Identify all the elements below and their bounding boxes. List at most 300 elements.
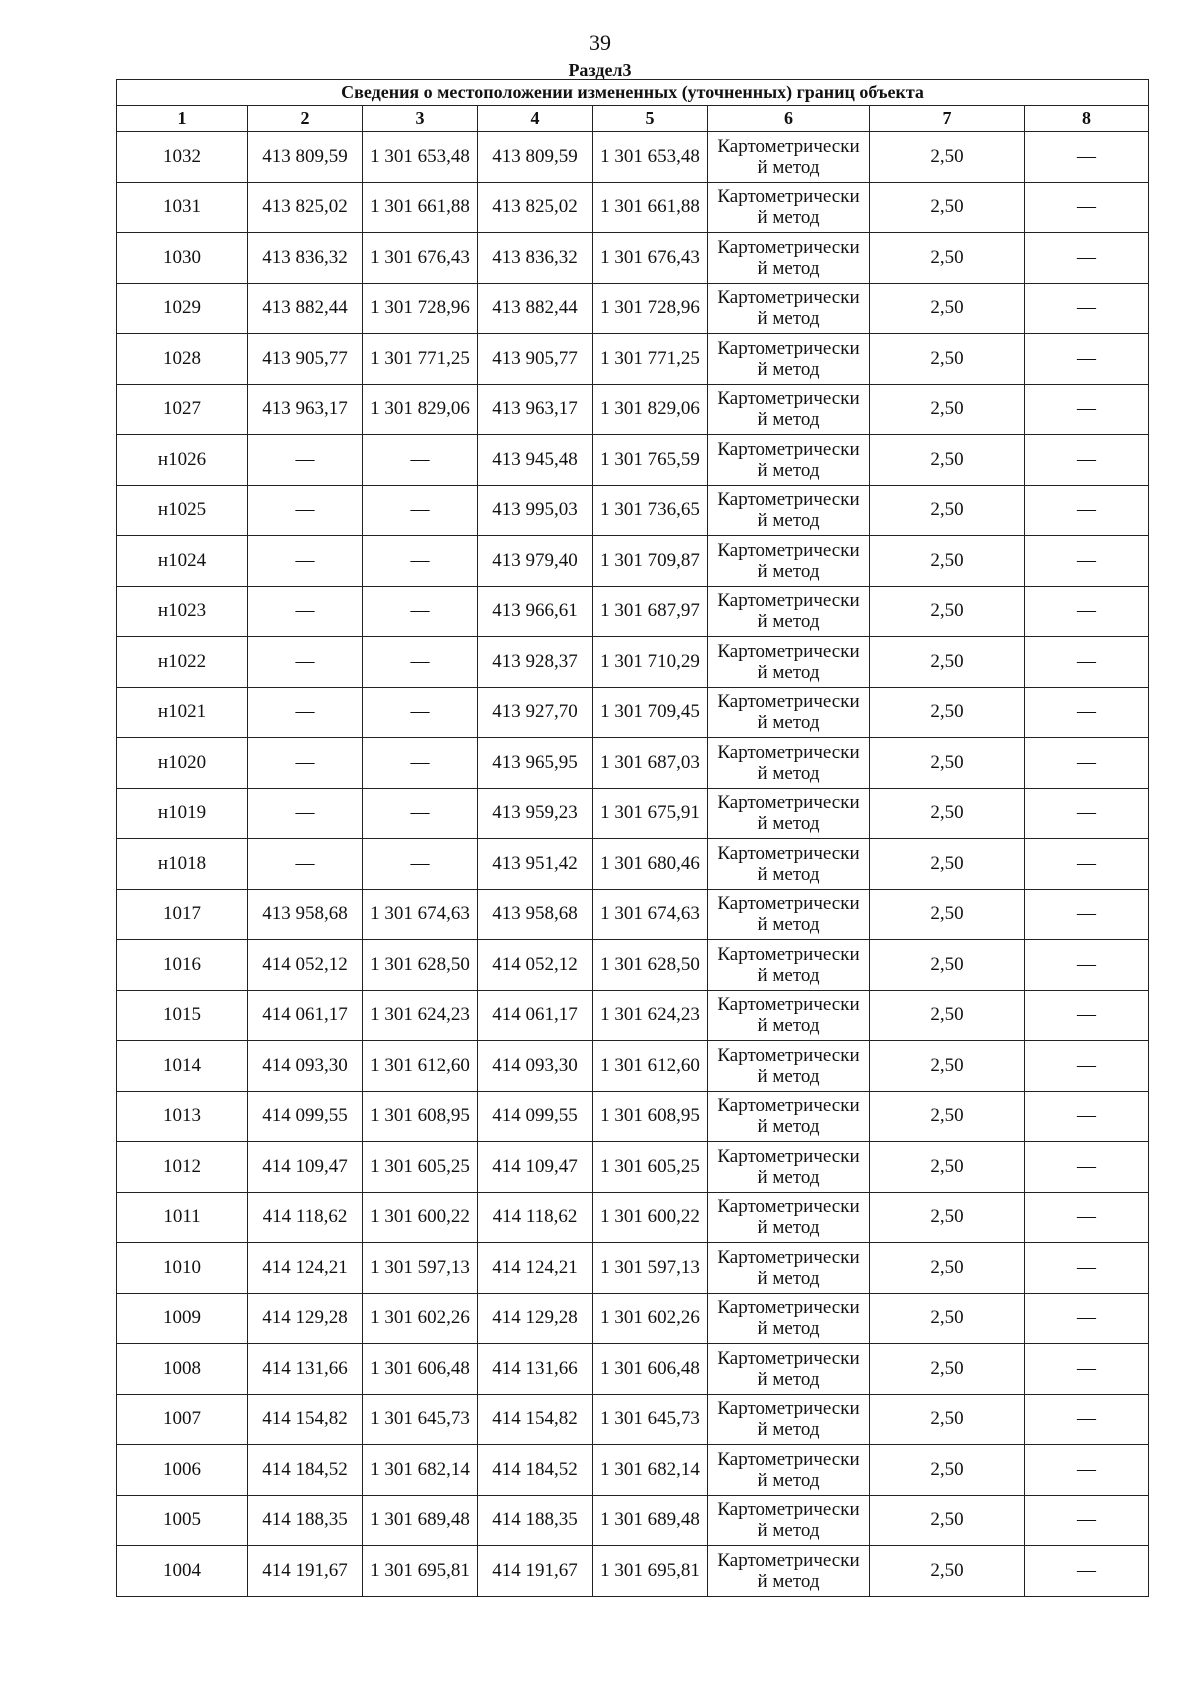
point-number-cell: н1021 <box>117 687 248 738</box>
method-cell <box>708 586 870 637</box>
table-row <box>117 233 1149 284</box>
old-x-cell: 413 958,68 <box>248 889 363 940</box>
table-row <box>117 839 1149 890</box>
new-y-cell: 1 301 597,13 <box>593 1243 708 1294</box>
new-y-cell: 1 301 682,14 <box>593 1445 708 1496</box>
old-y-cell: 1 301 689,48 <box>363 1495 478 1546</box>
description-cell: — <box>1025 889 1149 940</box>
old-x-cell: — <box>248 586 363 637</box>
method-cell <box>708 1394 870 1445</box>
method-line: Картометрически <box>717 1398 860 1420</box>
old-y-cell: — <box>363 485 478 536</box>
point-number-cell: 1017 <box>117 889 248 940</box>
method-line: й метод <box>757 207 820 229</box>
new-x-cell: 414 184,52 <box>478 1445 593 1496</box>
new-y-cell: 1 301 736,65 <box>593 485 708 536</box>
accuracy-cell: 2,50 <box>870 1091 1025 1142</box>
method-line: й метод <box>757 1267 820 1289</box>
description-cell: — <box>1025 1344 1149 1395</box>
column-number: 7 <box>870 106 1025 132</box>
method-cell <box>708 839 870 890</box>
new-x-cell: 414 188,35 <box>478 1495 593 1546</box>
method-cell <box>708 687 870 738</box>
method-line: Картометрически <box>717 1448 860 1470</box>
accuracy-cell: 2,50 <box>870 1293 1025 1344</box>
old-y-cell: — <box>363 586 478 637</box>
old-y-cell: — <box>363 536 478 587</box>
description-cell: — <box>1025 1192 1149 1243</box>
new-y-cell: 1 301 771,25 <box>593 334 708 385</box>
method-cell <box>708 1142 870 1193</box>
method-cell <box>708 1546 870 1597</box>
method-line: Картометрически <box>717 1297 860 1319</box>
old-x-cell: 414 129,28 <box>248 1293 363 1344</box>
old-x-cell: — <box>248 788 363 839</box>
method-cell <box>708 1293 870 1344</box>
new-x-cell: 413 951,42 <box>478 839 593 890</box>
method-line: й метод <box>757 611 820 633</box>
new-x-cell: 414 099,55 <box>478 1091 593 1142</box>
old-y-cell: 1 301 829,06 <box>363 384 478 435</box>
method-line: Картометрически <box>717 539 860 561</box>
accuracy-cell: 2,50 <box>870 940 1025 991</box>
method-cell <box>708 940 870 991</box>
method-cell <box>708 233 870 284</box>
point-number-cell: 1029 <box>117 283 248 334</box>
column-number: 6 <box>708 106 870 132</box>
old-y-cell: 1 301 624,23 <box>363 990 478 1041</box>
new-y-cell: 1 301 676,43 <box>593 233 708 284</box>
method-line: й метод <box>757 712 820 734</box>
accuracy-cell: 2,50 <box>870 1041 1025 1092</box>
old-x-cell: 413 963,17 <box>248 384 363 435</box>
accuracy-cell: 2,50 <box>870 1243 1025 1294</box>
description-cell: — <box>1025 687 1149 738</box>
method-line: Картометрически <box>717 943 860 965</box>
method-line: й метод <box>757 1469 820 1491</box>
old-x-cell: 413 825,02 <box>248 182 363 233</box>
new-x-cell: 414 052,12 <box>478 940 593 991</box>
point-number-cell: 1016 <box>117 940 248 991</box>
new-x-cell: 413 979,40 <box>478 536 593 587</box>
table-row <box>117 990 1149 1041</box>
point-number-cell: 1031 <box>117 182 248 233</box>
old-x-cell: 414 124,21 <box>248 1243 363 1294</box>
method-line: й метод <box>757 409 820 431</box>
section-title: Раздел3 <box>568 60 632 80</box>
method-line: Картометрически <box>717 337 860 359</box>
new-x-cell: 414 093,30 <box>478 1041 593 1092</box>
description-cell: — <box>1025 233 1149 284</box>
method-line: й метод <box>757 1570 820 1592</box>
method-line: й метод <box>757 156 820 178</box>
table-row <box>117 738 1149 789</box>
new-x-cell: 414 129,28 <box>478 1293 593 1344</box>
accuracy-cell: 2,50 <box>870 132 1025 183</box>
method-line: Картометрически <box>717 741 860 763</box>
old-y-cell: — <box>363 637 478 688</box>
new-x-cell: 413 959,23 <box>478 788 593 839</box>
table-row <box>117 637 1149 688</box>
method-line: й метод <box>757 358 820 380</box>
method-line: й метод <box>757 1015 820 1037</box>
point-number-cell: н1022 <box>117 637 248 688</box>
method-line: й метод <box>757 1419 820 1441</box>
method-cell <box>708 738 870 789</box>
point-number-cell: 1007 <box>117 1394 248 1445</box>
new-y-cell: 1 301 628,50 <box>593 940 708 991</box>
method-line: Картометрически <box>717 1095 860 1117</box>
column-number: 5 <box>593 106 708 132</box>
old-x-cell: 414 131,66 <box>248 1344 363 1395</box>
old-y-cell: 1 301 645,73 <box>363 1394 478 1445</box>
description-cell: — <box>1025 334 1149 385</box>
old-x-cell: 414 191,67 <box>248 1546 363 1597</box>
method-line: й метод <box>757 1065 820 1087</box>
table-row <box>117 1192 1149 1243</box>
method-line: й метод <box>757 308 820 330</box>
description-cell: — <box>1025 1394 1149 1445</box>
method-line: й метод <box>757 510 820 532</box>
method-line: й метод <box>757 560 820 582</box>
table-row <box>117 334 1149 385</box>
table-row <box>117 485 1149 536</box>
method-line: й метод <box>757 1217 820 1239</box>
method-line: Картометрически <box>717 489 860 511</box>
point-number-cell: 1008 <box>117 1344 248 1395</box>
column-number-row <box>117 106 1149 132</box>
description-cell: — <box>1025 384 1149 435</box>
table-row <box>117 1091 1149 1142</box>
new-y-cell: 1 301 680,46 <box>593 839 708 890</box>
new-y-cell: 1 301 765,59 <box>593 435 708 486</box>
description-cell: — <box>1025 1546 1149 1597</box>
table-caption: Сведения о местоположении измененных (уточненных) границ объекта <box>117 80 1149 106</box>
column-number: 2 <box>248 106 363 132</box>
method-line: Картометрически <box>717 1145 860 1167</box>
old-x-cell: 414 093,30 <box>248 1041 363 1092</box>
accuracy-cell: 2,50 <box>870 889 1025 940</box>
table-row <box>117 1293 1149 1344</box>
method-line: Картометрически <box>717 590 860 612</box>
coordinates-table <box>116 79 1149 1597</box>
new-x-cell: 413 945,48 <box>478 435 593 486</box>
old-x-cell: 414 099,55 <box>248 1091 363 1142</box>
method-line: Картометрически <box>717 893 860 915</box>
accuracy-cell: 2,50 <box>870 1142 1025 1193</box>
new-y-cell: 1 301 674,63 <box>593 889 708 940</box>
method-line: й метод <box>757 863 820 885</box>
method-cell <box>708 182 870 233</box>
new-x-cell: 414 118,62 <box>478 1192 593 1243</box>
column-number: 4 <box>478 106 593 132</box>
description-cell: — <box>1025 788 1149 839</box>
old-y-cell: 1 301 653,48 <box>363 132 478 183</box>
method-cell <box>708 637 870 688</box>
old-x-cell: 414 061,17 <box>248 990 363 1041</box>
point-number-cell: 1010 <box>117 1243 248 1294</box>
method-cell <box>708 1344 870 1395</box>
new-x-cell: 413 928,37 <box>478 637 593 688</box>
point-number-cell: 1009 <box>117 1293 248 1344</box>
new-y-cell: 1 301 645,73 <box>593 1394 708 1445</box>
new-x-cell: 413 809,59 <box>478 132 593 183</box>
point-number-cell: 1030 <box>117 233 248 284</box>
old-y-cell: 1 301 600,22 <box>363 1192 478 1243</box>
accuracy-cell: 2,50 <box>870 233 1025 284</box>
method-line: Картометрически <box>717 792 860 814</box>
description-cell: — <box>1025 132 1149 183</box>
old-y-cell: 1 301 597,13 <box>363 1243 478 1294</box>
table-row <box>117 435 1149 486</box>
description-cell: — <box>1025 182 1149 233</box>
method-cell <box>708 788 870 839</box>
method-cell <box>708 1192 870 1243</box>
old-y-cell: 1 301 628,50 <box>363 940 478 991</box>
description-cell: — <box>1025 637 1149 688</box>
table-row <box>117 132 1149 183</box>
new-y-cell: 1 301 612,60 <box>593 1041 708 1092</box>
new-y-cell: 1 301 689,48 <box>593 1495 708 1546</box>
method-cell <box>708 1091 870 1142</box>
new-y-cell: 1 301 687,97 <box>593 586 708 637</box>
old-x-cell: 414 052,12 <box>248 940 363 991</box>
column-number: 3 <box>363 106 478 132</box>
method-cell <box>708 1445 870 1496</box>
point-number-cell: 1004 <box>117 1546 248 1597</box>
old-y-cell: 1 301 682,14 <box>363 1445 478 1496</box>
method-cell <box>708 536 870 587</box>
old-x-cell: 414 154,82 <box>248 1394 363 1445</box>
method-line: й метод <box>757 1166 820 1188</box>
point-number-cell: 1012 <box>117 1142 248 1193</box>
method-line: Картометрически <box>717 994 860 1016</box>
point-number-cell: 1006 <box>117 1445 248 1496</box>
old-y-cell: 1 301 661,88 <box>363 182 478 233</box>
accuracy-cell: 2,50 <box>870 788 1025 839</box>
table-row <box>117 940 1149 991</box>
new-x-cell: 413 963,17 <box>478 384 593 435</box>
old-y-cell: 1 301 728,96 <box>363 283 478 334</box>
method-line: Картометрически <box>717 1499 860 1521</box>
point-number-cell: н1019 <box>117 788 248 839</box>
old-x-cell: 413 809,59 <box>248 132 363 183</box>
method-line: й метод <box>757 914 820 936</box>
method-cell <box>708 435 870 486</box>
old-x-cell: — <box>248 485 363 536</box>
accuracy-cell: 2,50 <box>870 536 1025 587</box>
table-body <box>117 132 1149 1597</box>
point-number-cell: 1011 <box>117 1192 248 1243</box>
accuracy-cell: 2,50 <box>870 1394 1025 1445</box>
method-line: Картометрически <box>717 438 860 460</box>
point-number-cell: 1032 <box>117 132 248 183</box>
new-y-cell: 1 301 606,48 <box>593 1344 708 1395</box>
new-x-cell: 413 927,70 <box>478 687 593 738</box>
accuracy-cell: 2,50 <box>870 334 1025 385</box>
old-x-cell: — <box>248 536 363 587</box>
new-x-cell: 413 966,61 <box>478 586 593 637</box>
method-line: Картометрически <box>717 135 860 157</box>
new-y-cell: 1 301 608,95 <box>593 1091 708 1142</box>
new-x-cell: 414 109,47 <box>478 1142 593 1193</box>
table-row <box>117 586 1149 637</box>
old-x-cell: 413 882,44 <box>248 283 363 334</box>
method-cell <box>708 132 870 183</box>
method-cell <box>708 889 870 940</box>
description-cell: — <box>1025 1243 1149 1294</box>
new-y-cell: 1 301 709,45 <box>593 687 708 738</box>
table-row <box>117 1546 1149 1597</box>
description-cell: — <box>1025 283 1149 334</box>
method-line: й метод <box>757 1520 820 1542</box>
new-y-cell: 1 301 624,23 <box>593 990 708 1041</box>
method-line: Картометрически <box>717 1196 860 1218</box>
method-line: й метод <box>757 661 820 683</box>
old-x-cell: 413 905,77 <box>248 334 363 385</box>
table-row <box>117 1394 1149 1445</box>
accuracy-cell: 2,50 <box>870 839 1025 890</box>
method-cell <box>708 1041 870 1092</box>
page-number: 39 <box>589 30 611 55</box>
old-x-cell: 414 188,35 <box>248 1495 363 1546</box>
old-y-cell: 1 301 605,25 <box>363 1142 478 1193</box>
new-x-cell: 414 061,17 <box>478 990 593 1041</box>
point-number-cell: н1025 <box>117 485 248 536</box>
method-line: Картометрически <box>717 1347 860 1369</box>
description-cell: — <box>1025 940 1149 991</box>
table-row <box>117 889 1149 940</box>
accuracy-cell: 2,50 <box>870 1344 1025 1395</box>
description-cell: — <box>1025 485 1149 536</box>
old-y-cell: — <box>363 738 478 789</box>
point-number-cell: 1015 <box>117 990 248 1041</box>
method-line: й метод <box>757 459 820 481</box>
table-caption-row <box>117 80 1149 106</box>
table-row <box>117 788 1149 839</box>
method-line: й метод <box>757 762 820 784</box>
point-number-cell: 1027 <box>117 384 248 435</box>
new-x-cell: 413 905,77 <box>478 334 593 385</box>
table-row <box>117 1243 1149 1294</box>
accuracy-cell: 2,50 <box>870 1546 1025 1597</box>
accuracy-cell: 2,50 <box>870 637 1025 688</box>
old-y-cell: — <box>363 788 478 839</box>
table-row <box>117 283 1149 334</box>
new-x-cell: 414 154,82 <box>478 1394 593 1445</box>
accuracy-cell: 2,50 <box>870 435 1025 486</box>
method-line: Картометрически <box>717 691 860 713</box>
point-number-cell: 1028 <box>117 334 248 385</box>
method-cell <box>708 283 870 334</box>
old-x-cell: — <box>248 435 363 486</box>
new-y-cell: 1 301 695,81 <box>593 1546 708 1597</box>
new-x-cell: 414 124,21 <box>478 1243 593 1294</box>
accuracy-cell: 2,50 <box>870 738 1025 789</box>
new-x-cell: 414 191,67 <box>478 1546 593 1597</box>
new-x-cell: 413 882,44 <box>478 283 593 334</box>
old-x-cell: — <box>248 687 363 738</box>
new-y-cell: 1 301 829,06 <box>593 384 708 435</box>
old-x-cell: — <box>248 839 363 890</box>
accuracy-cell: 2,50 <box>870 384 1025 435</box>
table-row <box>117 536 1149 587</box>
new-x-cell: 414 131,66 <box>478 1344 593 1395</box>
table-row <box>117 1142 1149 1193</box>
method-line: й метод <box>757 1368 820 1390</box>
point-number-cell: 1005 <box>117 1495 248 1546</box>
new-y-cell: 1 301 687,03 <box>593 738 708 789</box>
table-row <box>117 1495 1149 1546</box>
old-y-cell: 1 301 695,81 <box>363 1546 478 1597</box>
new-y-cell: 1 301 600,22 <box>593 1192 708 1243</box>
method-line: Картометрически <box>717 640 860 662</box>
old-x-cell: 414 109,47 <box>248 1142 363 1193</box>
description-cell: — <box>1025 839 1149 890</box>
method-line: Картометрически <box>717 1549 860 1571</box>
new-y-cell: 1 301 605,25 <box>593 1142 708 1193</box>
accuracy-cell: 2,50 <box>870 182 1025 233</box>
old-y-cell: 1 301 676,43 <box>363 233 478 284</box>
new-x-cell: 413 825,02 <box>478 182 593 233</box>
description-cell: — <box>1025 1041 1149 1092</box>
description-cell: — <box>1025 435 1149 486</box>
method-cell <box>708 384 870 435</box>
new-x-cell: 413 958,68 <box>478 889 593 940</box>
description-cell: — <box>1025 990 1149 1041</box>
new-y-cell: 1 301 675,91 <box>593 788 708 839</box>
method-line: Картометрически <box>717 1246 860 1268</box>
old-y-cell: 1 301 608,95 <box>363 1091 478 1142</box>
old-x-cell: — <box>248 637 363 688</box>
accuracy-cell: 2,50 <box>870 1192 1025 1243</box>
accuracy-cell: 2,50 <box>870 586 1025 637</box>
old-x-cell: — <box>248 738 363 789</box>
method-line: Картометрически <box>717 842 860 864</box>
old-y-cell: 1 301 674,63 <box>363 889 478 940</box>
method-line: й метод <box>757 257 820 279</box>
method-line: й метод <box>757 964 820 986</box>
new-y-cell: 1 301 661,88 <box>593 182 708 233</box>
method-line: Картометрически <box>717 287 860 309</box>
method-cell <box>708 334 870 385</box>
new-y-cell: 1 301 710,29 <box>593 637 708 688</box>
method-cell <box>708 990 870 1041</box>
method-line: Картометрически <box>717 1044 860 1066</box>
method-cell <box>708 1243 870 1294</box>
description-cell: — <box>1025 738 1149 789</box>
method-cell <box>708 485 870 536</box>
old-y-cell: — <box>363 435 478 486</box>
new-x-cell: 413 836,32 <box>478 233 593 284</box>
method-line: Картометрически <box>717 388 860 410</box>
table-row <box>117 1344 1149 1395</box>
description-cell: — <box>1025 586 1149 637</box>
description-cell: — <box>1025 536 1149 587</box>
accuracy-cell: 2,50 <box>870 1445 1025 1496</box>
method-line: й метод <box>757 813 820 835</box>
old-y-cell: 1 301 771,25 <box>363 334 478 385</box>
point-number-cell: н1020 <box>117 738 248 789</box>
description-cell: — <box>1025 1142 1149 1193</box>
method-cell <box>708 1495 870 1546</box>
method-line: й метод <box>757 1318 820 1340</box>
old-y-cell: 1 301 606,48 <box>363 1344 478 1395</box>
description-cell: — <box>1025 1495 1149 1546</box>
method-line: й метод <box>757 1116 820 1138</box>
old-x-cell: 414 184,52 <box>248 1445 363 1496</box>
accuracy-cell: 2,50 <box>870 283 1025 334</box>
